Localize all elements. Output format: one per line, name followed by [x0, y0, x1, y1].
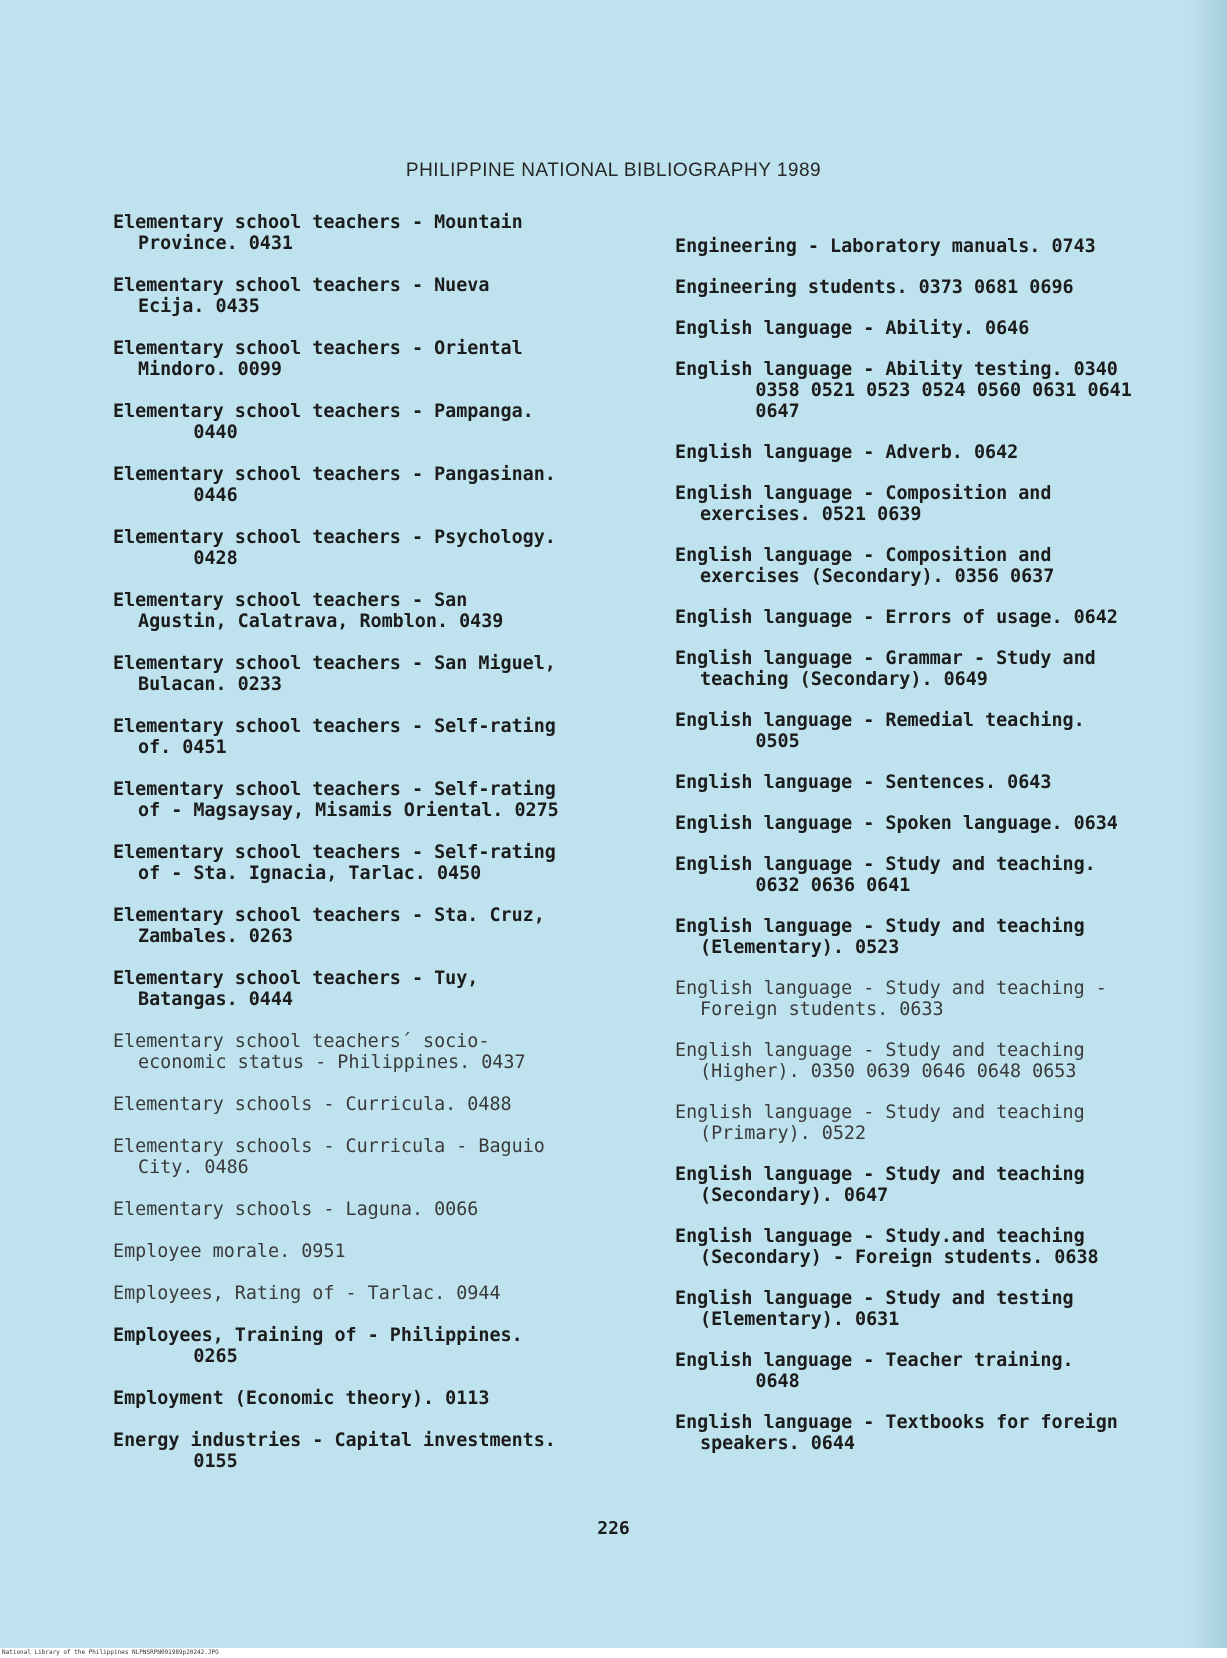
index-entry: Elementary school teachers - San Miguel, Bulacan. 0233 — [113, 653, 556, 695]
index-entry: English language - Spoken language. 0634 — [675, 813, 1118, 834]
index-entry: English language - Composition and exercises (Secondary). 0356 0637 — [675, 545, 1055, 587]
index-entry: Elementary schools - Laguna. 0066 — [113, 1199, 479, 1220]
index-entry: Employees, Training of - Philippines. 0265 — [113, 1325, 523, 1367]
index-entry: Elementary school teachers - Pangasinan. 0446 — [113, 464, 556, 506]
index-entry: Employment (Economic theory). 0113 — [113, 1388, 490, 1409]
index-entry: Engineering students. 0373 0681 0696 — [675, 277, 1074, 298]
index-entry: English language - Study and teaching - Foreign students. 0633 — [675, 978, 1107, 1020]
index-entry: Elementary school teachers - Self-rating of - Magsaysay, Misamis Oriental. 0275 — [113, 779, 559, 821]
right-column — [675, 236, 1205, 1474]
index-entry: English language - Study and testing (Elementary). 0631 — [675, 1288, 1074, 1330]
index-entry: Elementary schools - Curricula - Baguio City. 0486 — [113, 1136, 545, 1178]
index-entry: Elementary school teachers - San Agustin, Calatrava, Romblon. 0439 — [113, 590, 504, 632]
index-entry: Elementary school teachers´ socio- economic status - Philippines. 0437 — [113, 1031, 526, 1073]
index-entry: Employees, Rating of - Tarlac. 0944 — [113, 1283, 501, 1304]
index-entry: English language - Study and teaching (Primary). 0522 — [675, 1102, 1085, 1144]
index-entry: Elementary school teachers - Self-rating of - Sta. Ignacia, Tarlac. 0450 — [113, 842, 556, 884]
index-entry: Employee morale. 0951 — [113, 1241, 346, 1262]
index-entry: English language - Composition and exercises. 0521 0639 — [675, 483, 1052, 525]
index-entry: Elementary school teachers - Nueva Ecija. 0435 — [113, 275, 490, 317]
index-entry: Elementary school teachers - Tuy, Batangas. 0444 — [113, 968, 479, 1010]
index-entry: English language - Sentences. 0643 — [675, 772, 1052, 793]
index-entry: English language - Study and teaching (Secondary). 0647 — [675, 1164, 1085, 1206]
page-number: 226 — [597, 1518, 630, 1539]
index-entry: Elementary school teachers - Sta. Cruz, Zambales. 0263 — [113, 905, 545, 947]
index-entry: Elementary school teachers - Self-rating of. 0451 — [113, 716, 556, 758]
index-entry: English language - Study and teaching (Elementary). 0523 — [675, 916, 1085, 958]
index-entry: English language - Remedial teaching. 0505 — [675, 710, 1085, 752]
index-entry: Energy industries - Capital investments. 0155 — [113, 1430, 556, 1472]
index-entry: English language - Errors of usage. 0642 — [675, 607, 1118, 628]
scan-footer: National Library of the Philippines NLPNSRPN091989p20242.JPG — [0, 1648, 1227, 1658]
index-entry: Elementary school teachers - Oriental Mindoro. 0099 — [113, 338, 523, 380]
index-entry: Engineering - Laboratory manuals. 0743 — [675, 236, 1096, 257]
index-entry: English language - Adverb. 0642 — [675, 442, 1019, 463]
index-entry: English language - Study and teaching. 0632 0636 0641 — [675, 854, 1096, 896]
left-column — [113, 212, 643, 1493]
index-entry: Elementary schools - Curricula. 0488 — [113, 1094, 512, 1115]
index-entry: Elementary school teachers - Psychology. 0428 — [113, 527, 556, 569]
index-entry: English language - Teacher training. 0648 — [675, 1350, 1074, 1392]
index-entry: English language - Textbooks for foreign speakers. 0644 — [675, 1412, 1118, 1454]
page-header: PHILIPPINE NATIONAL BIBLIOGRAPHY 1989 — [405, 160, 822, 181]
index-entry: Elementary school teachers - Mountain Province. 0431 — [113, 212, 523, 254]
index-entry: English language - Study and teaching (Higher). 0350 0639 0646 0648 0653 — [675, 1040, 1085, 1082]
index-entry: English language - Grammar - Study and teaching (Secondary). 0649 — [675, 648, 1096, 690]
index-entry: English language - Study.and teaching (Secondary) - Foreign students. 0638 — [675, 1226, 1099, 1268]
index-entry: English language - Ability testing. 0340 0358 0521 0523 0524 0560 0631 0641 0647 — [675, 359, 1132, 422]
index-entry: Elementary school teachers - Pampanga. 0440 — [113, 401, 534, 443]
index-entry: English language - Ability. 0646 — [675, 318, 1030, 339]
